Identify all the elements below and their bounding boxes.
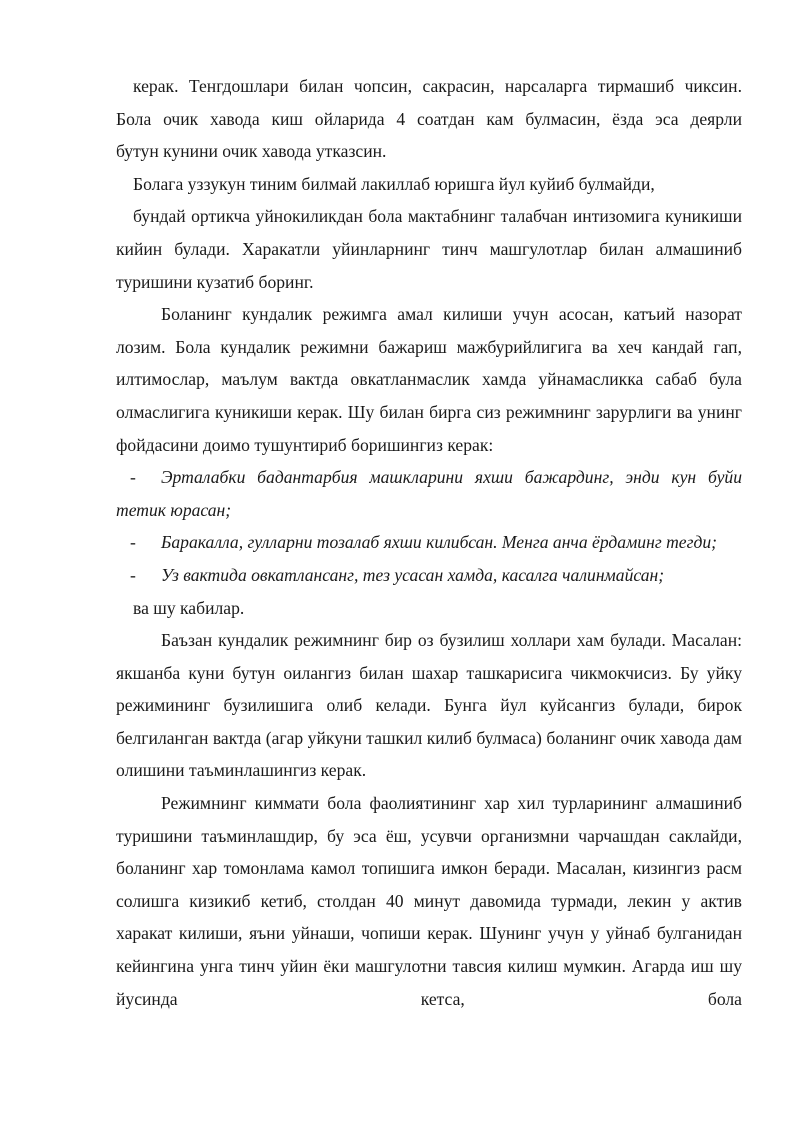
- paragraph: Режимнинг киммати бола фаолиятининг хар хил турларининг алмашиниб туришини таъминлашдир, бу эса ёш, усувчи организмни чарчашдан саклайди, боланинг хар томонлама камол топишига имкон беради. Масалан, кизингиз расм солишга кизикиб кетиб, столдан 40 минут давомида турмади, лекин у актив харакат килиши, яъни уйнаши, чопиши керак. Шунинг учун у уйнаб булганидан кейингина унга тинч уйин ёки машгулотни тавсия килиш мумкин. Агарда иш шу йусинда кетса, бола: [116, 793, 742, 1009]
- paragraph: Баъзан кундалик режимнинг бир оз бузилиш холлари хам булади. Масалан: якшанба куни бутун оилангиз билан шахар ташкарисига чикмокчисиз. Бу уйку режимининг бузилишига олиб келади. Бунга йул куйсангиз булади, бирок белгиланган вактда (агар уйкуни ташкил килиб булмаса) боланинг очик хавода дам олишини таъминлашингиз керак.: [116, 630, 742, 781]
- bullet-dash: -: [130, 532, 136, 553]
- paragraph: бундай ортикча уйнокиликдан бола мактабнинг талабчан интизомига куникиши кийин булади. Харакатли уйинларнинг тинч машгулотлар билан алмашиниб туришини кузатиб боринг.: [116, 206, 742, 292]
- bullet-item: [116, 461, 742, 526]
- paragraph: Боланинг кундалик режимга амал килиши учун асосан, катъий назорат лозим. Бола кундалик режимни бажариш мажбурийлигига ва хеч кандай гап, илтимослар, маълум вактда овкатланмаслик хамда уйнамасликка сабаб була олмаслигига куникиши керак. Шу билан бирга сиз режимнинг зарурлиги ва унинг фойдасини доимо тушунтириб боришингиз керак:: [116, 304, 742, 455]
- bullet-text: Баракалла, гулларни тозалаб яхши килибсан. Менга анча ёрдаминг тегди;: [161, 532, 718, 553]
- paragraph-line: керак. Тенгдошлари билан чопсин, сакрасин, нарсаларга тирмашиб чиксин.: [133, 76, 742, 96]
- closing-line: ва шу кабилар.: [133, 597, 245, 618]
- bullet-item: [116, 559, 742, 592]
- bullet-text: Уз вактида овкатлансанг, тез усасан хамда, касалга чалинмайсан;: [161, 564, 665, 585]
- document-body: [116, 70, 742, 1015]
- paragraph-line: Бола очик хавода киш ойларида 4 соатдан кам булмасин, ёзда эса деярли: [116, 108, 742, 129]
- bullet-dash: -: [130, 564, 136, 585]
- paragraph: Болага уззукун тиним билмай лакиллаб юришга йул куйиб булмайди,: [133, 173, 655, 194]
- bullet-text: Эрталабки бадантарбия машкларини яхши бажардинг, энди кун буйи тетик юрасан;: [116, 467, 742, 520]
- bullet-item: [116, 526, 742, 559]
- paragraph-line: бутун кунини очик хавода утказсин.: [116, 141, 387, 162]
- bullet-dash: -: [130, 467, 136, 488]
